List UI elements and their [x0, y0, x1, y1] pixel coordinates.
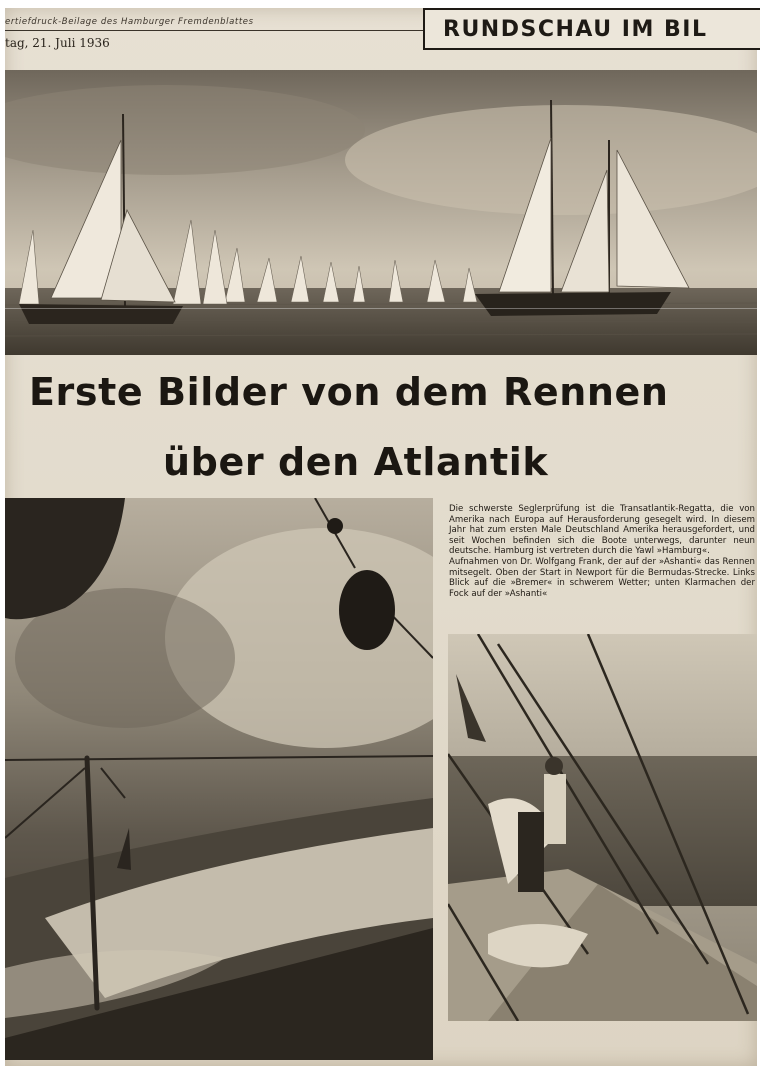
heavy-weather-photo	[5, 498, 433, 1060]
regatta-start-photo	[5, 70, 757, 355]
newspaper-page	[5, 8, 757, 1066]
foredeck-photo	[448, 634, 757, 1021]
headline-line-2: über den Atlantik	[163, 440, 549, 484]
header-rule	[5, 30, 423, 31]
section-title-box	[423, 8, 760, 50]
supplement-line: ertiefdruck-Beilage des Hamburger Fremdenblattes	[5, 17, 254, 27]
caption-paragraph-2: Aufnahmen von Dr. Wolfgang Frank, der auf der »Ashanti« das Rennen mitsegelt. Oben der Start in Newport für die Bermudas-Strecke. Links Blick auf die »Bremer« in schwerem Wetter; unten Klarmachen der Fock auf der »Ashanti«	[449, 556, 755, 599]
caption-paragraph-1: Die schwerste Seglerprüfung ist die Transatlantik-Regatta, die von Amerika nach Europa auf Herausforderung gesegelt wird. In diesem Jahr hat zum ersten Male Deutschland Amerika herausgefordert, und seit Wochen befinden sich die Boote unterwegs, darunter neun deutsche. Hamburg ist vertreten durch die Yawl »Hamburg«.	[449, 504, 755, 557]
page-header	[5, 8, 757, 50]
section-title: RUNDSCHAU IM BIL	[443, 17, 708, 42]
issue-date: tag, 21. Juli 1936	[5, 36, 110, 50]
headline-line-1: Erste Bilder von dem Rennen	[29, 370, 669, 414]
photo-caption	[449, 504, 755, 599]
paper-fold-line	[5, 308, 757, 309]
